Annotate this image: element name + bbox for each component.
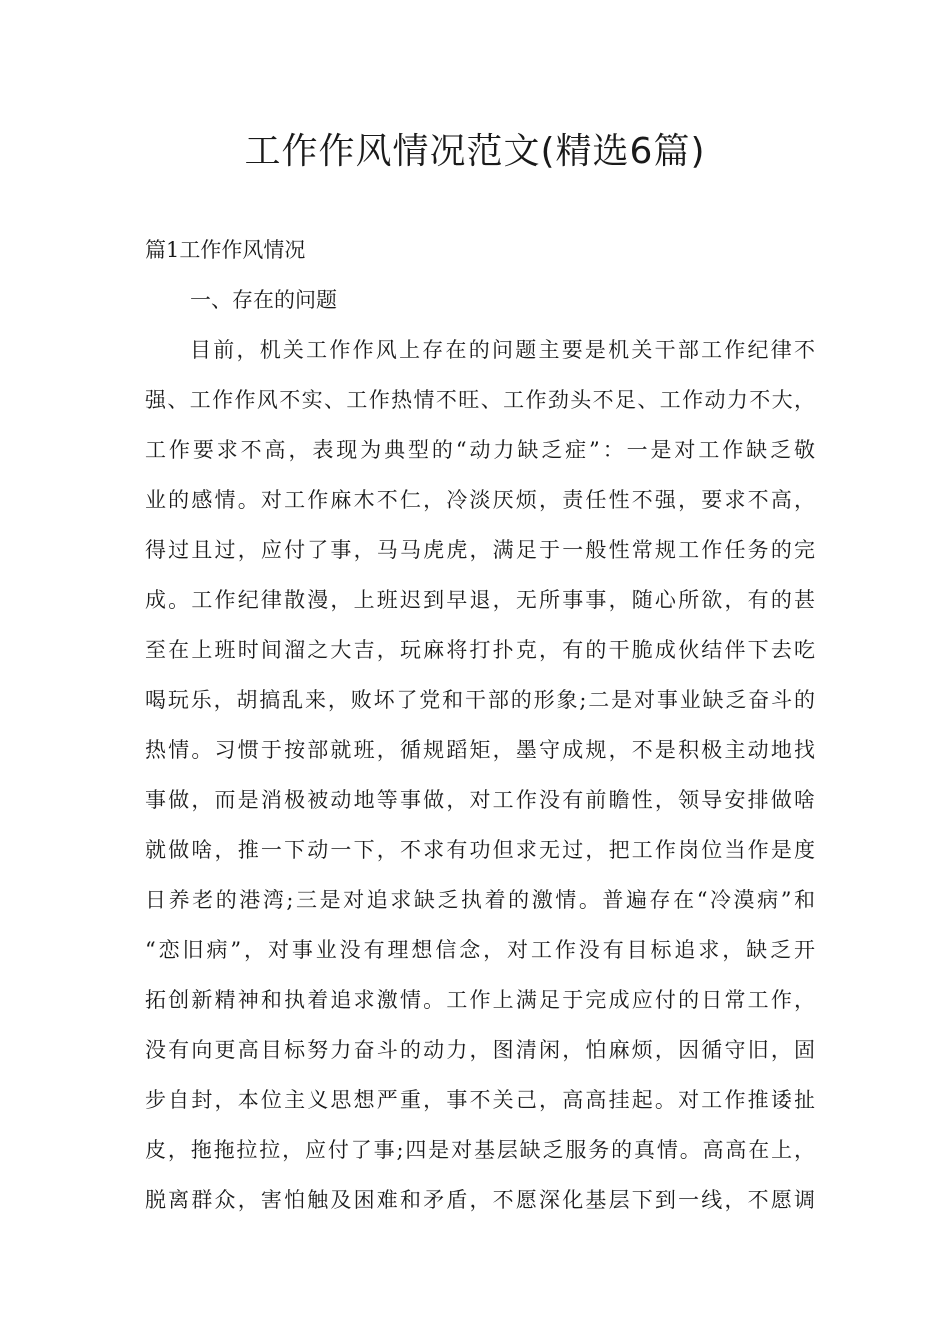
body-line: “恋旧病”，对事业没有理想信念，对工作没有目标追求，缺乏开 <box>145 938 815 962</box>
body-line: 强、工作作风不实、工作热情不旺、工作劲头不足、工作动力不大， <box>145 388 815 412</box>
body-line: 皮，拖拖拉拉，应付了事;四是对基层缺乏服务的真情。高高在上， <box>145 1138 815 1162</box>
body-line: 得过且过，应付了事，马马虎虎，满足于一般性常规工作任务的完 <box>145 538 815 562</box>
body-line: 就做啥，推一下动一下，不求有功但求无过，把工作岗位当作是度 <box>145 838 815 862</box>
section-heading: 篇1工作作风情况 <box>145 238 306 262</box>
body-line: 步自封，本位主义思想严重，事不关己，高高挂起。对工作推诿扯 <box>145 1088 815 1112</box>
document-title: 工作作风情况范文(精选6篇) <box>244 131 706 172</box>
body-line: 成。工作纪律散漫，上班迟到早退，无所事事，随心所欲，有的甚 <box>145 588 815 612</box>
body-line: 目前，机关工作作风上存在的问题主要是机关干部工作纪律不 <box>190 338 815 362</box>
body-line: 业的感情。对工作麻木不仁，冷淡厌烦，责任性不强，要求不高， <box>145 488 815 512</box>
body-line: 脱离群众，害怕触及困难和矛盾，不愿深化基层下到一线，不愿调 <box>145 1188 815 1212</box>
body-line: 没有向更高目标努力奋斗的动力，图清闲，怕麻烦，因循守旧，固 <box>145 1038 815 1062</box>
sub-heading: 一、存在的问题 <box>190 288 337 312</box>
body-line: 日养老的港湾;三是对追求缺乏执着的激情。普遍存在“冷漠病”和 <box>145 888 815 912</box>
body-line: 热情。习惯于按部就班，循规蹈矩，墨守成规，不是积极主动地找 <box>145 738 815 762</box>
body-line: 事做，而是消极被动地等事做，对工作没有前瞻性，领导安排做啥 <box>145 788 815 812</box>
body-line: 喝玩乐，胡搞乱来，败坏了党和干部的形象;二是对事业缺乏奋斗的 <box>145 688 815 712</box>
body-line: 工作要求不高，表现为典型的“动力缺乏症”：一是对工作缺乏敬 <box>145 438 815 462</box>
body-text <box>145 334 815 1234</box>
body-line: 拓创新精神和执着追求激情。工作上满足于完成应付的日常工作， <box>145 988 815 1012</box>
body-line: 至在上班时间溜之大吉，玩麻将打扑克，有的干脆成伙结伴下去吃 <box>145 638 815 662</box>
